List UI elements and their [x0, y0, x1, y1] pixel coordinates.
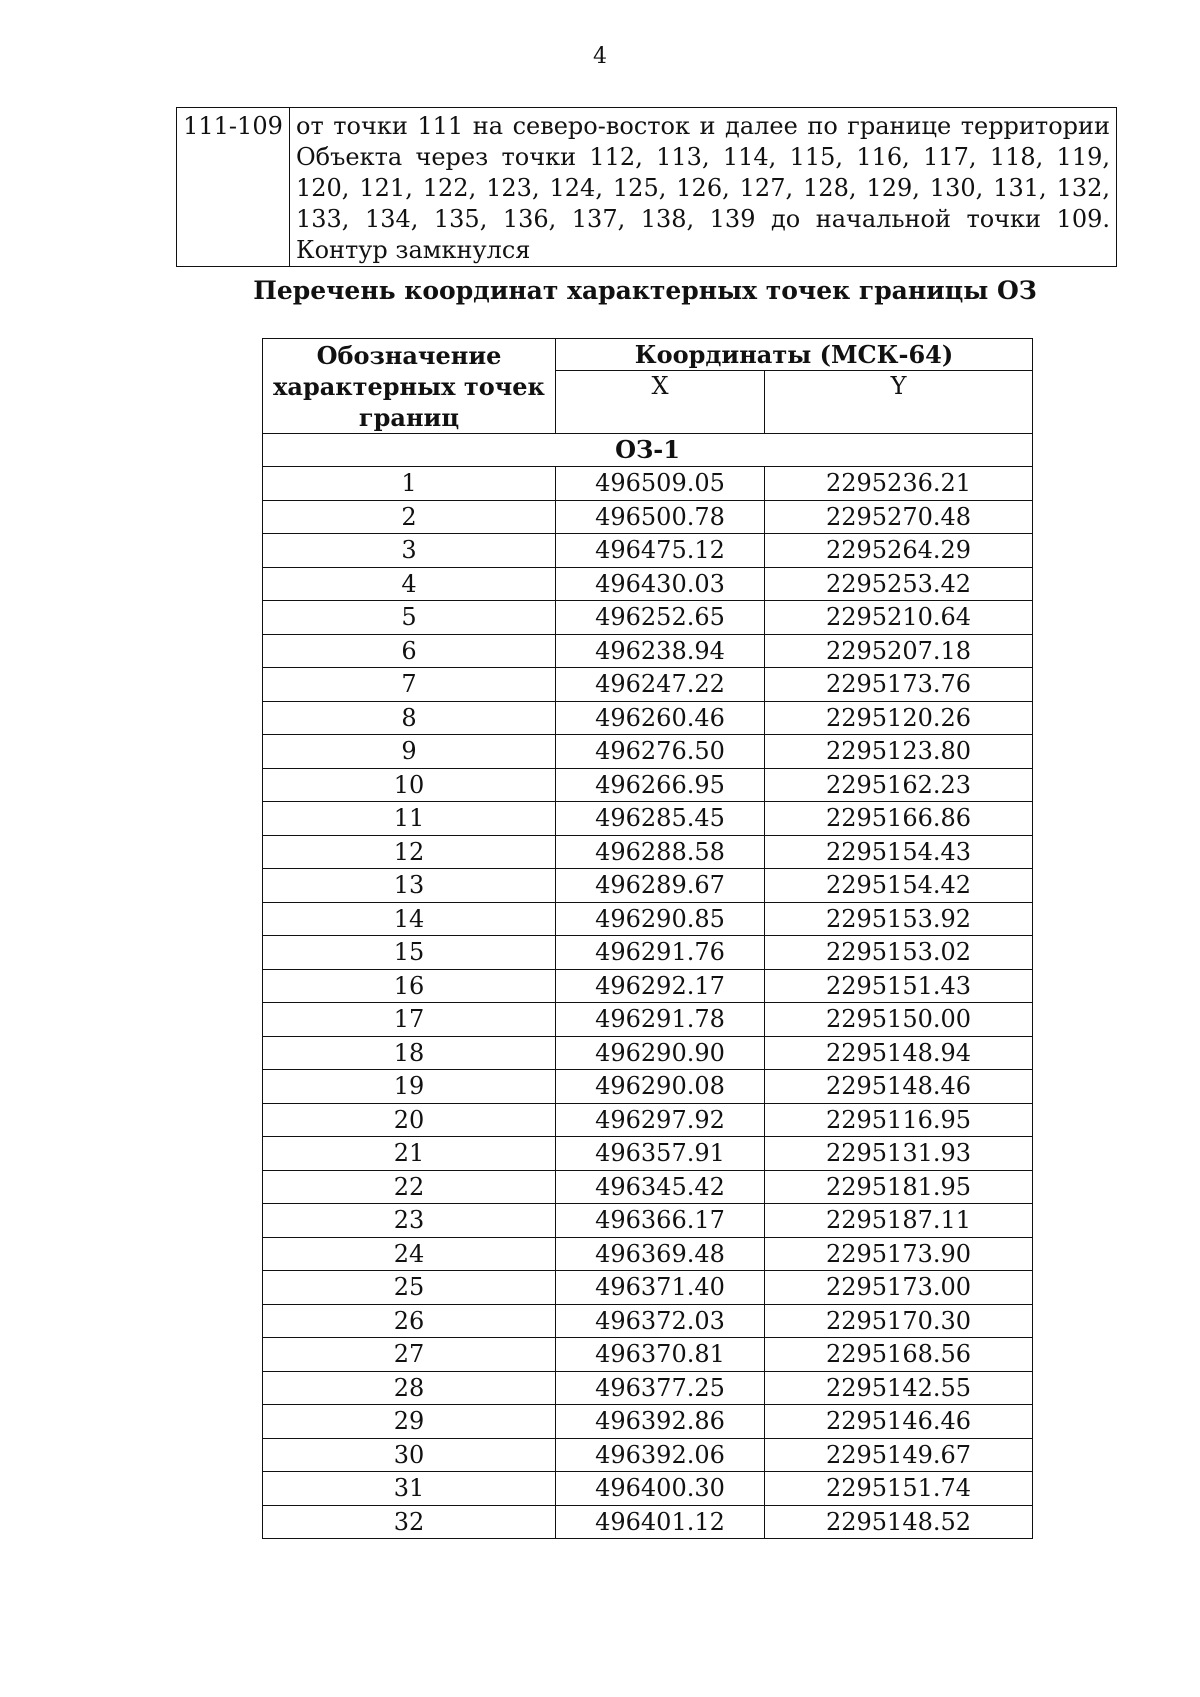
x-coordinate-cell: 496288.58 [556, 835, 765, 869]
point-number-cell: 29 [263, 1405, 556, 1439]
x-coordinate-cell: 496392.86 [556, 1405, 765, 1439]
point-number-cell: 4 [263, 567, 556, 601]
x-coordinate-cell: 496509.05 [556, 467, 765, 501]
y-coordinate-cell: 2295207.18 [765, 634, 1033, 668]
table-row [263, 1170, 1033, 1204]
y-coordinate-cell: 2295173.76 [765, 668, 1033, 702]
table-row [263, 701, 1033, 735]
table-row [263, 1304, 1033, 1338]
x-coordinate-cell: 496369.48 [556, 1237, 765, 1271]
header-x: X [556, 371, 765, 434]
y-coordinate-cell: 2295154.42 [765, 869, 1033, 903]
x-coordinate-cell: 496401.12 [556, 1505, 765, 1539]
x-coordinate-cell: 496430.03 [556, 567, 765, 601]
table-row [263, 735, 1033, 769]
y-coordinate-cell: 2295168.56 [765, 1338, 1033, 1372]
y-coordinate-cell: 2295173.00 [765, 1271, 1033, 1305]
x-coordinate-cell: 496371.40 [556, 1271, 765, 1305]
y-coordinate-cell: 2295166.86 [765, 802, 1033, 836]
y-coordinate-cell: 2295151.43 [765, 969, 1033, 1003]
y-coordinate-cell: 2295131.93 [765, 1137, 1033, 1171]
y-coordinate-cell: 2295153.92 [765, 902, 1033, 936]
table-row [263, 1036, 1033, 1070]
subsection-label: ОЗ-1 [263, 434, 1033, 467]
point-number-cell: 27 [263, 1338, 556, 1372]
y-coordinate-cell: 2295142.55 [765, 1371, 1033, 1405]
y-coordinate-cell: 2295236.21 [765, 467, 1033, 501]
table-row [263, 768, 1033, 802]
point-number-cell: 32 [263, 1505, 556, 1539]
y-coordinate-cell: 2295154.43 [765, 835, 1033, 869]
route-row [177, 108, 1117, 267]
table-row [263, 534, 1033, 568]
y-coordinate-cell: 2295123.80 [765, 735, 1033, 769]
y-coordinate-cell: 2295181.95 [765, 1170, 1033, 1204]
y-coordinate-cell: 2295253.42 [765, 567, 1033, 601]
x-coordinate-cell: 496366.17 [556, 1204, 765, 1238]
point-number-cell: 28 [263, 1371, 556, 1405]
header-point-label: Обозначение характерных точек границ [263, 339, 556, 434]
x-coordinate-cell: 496500.78 [556, 500, 765, 534]
point-number-cell: 10 [263, 768, 556, 802]
table-row [263, 835, 1033, 869]
point-number-cell: 21 [263, 1137, 556, 1171]
table-row [263, 802, 1033, 836]
table-row [263, 567, 1033, 601]
x-coordinate-cell: 496285.45 [556, 802, 765, 836]
table-row [263, 1472, 1033, 1506]
y-coordinate-cell: 2295187.11 [765, 1204, 1033, 1238]
y-coordinate-cell: 2295173.90 [765, 1237, 1033, 1271]
coordinates-table [262, 338, 1033, 1539]
table-row [263, 634, 1033, 668]
table-row [263, 902, 1033, 936]
table-row [263, 969, 1033, 1003]
y-coordinate-cell: 2295170.30 [765, 1304, 1033, 1338]
point-number-cell: 16 [263, 969, 556, 1003]
table-row [263, 1371, 1033, 1405]
table-row [263, 1338, 1033, 1372]
x-coordinate-cell: 496297.92 [556, 1103, 765, 1137]
y-coordinate-cell: 2295120.26 [765, 701, 1033, 735]
table-row [263, 936, 1033, 970]
point-number-cell: 25 [263, 1271, 556, 1305]
subsection-row [263, 434, 1033, 467]
point-number-cell: 12 [263, 835, 556, 869]
point-number-cell: 22 [263, 1170, 556, 1204]
table-row [263, 1438, 1033, 1472]
point-number-cell: 23 [263, 1204, 556, 1238]
y-coordinate-cell: 2295270.48 [765, 500, 1033, 534]
header-row [263, 339, 1033, 371]
point-number-cell: 14 [263, 902, 556, 936]
table-row [263, 1505, 1033, 1539]
x-coordinate-cell: 496276.50 [556, 735, 765, 769]
x-coordinate-cell: 496292.17 [556, 969, 765, 1003]
section-title: Перечень координат характерных точек границы ОЗ [253, 276, 1037, 305]
table-row [263, 1103, 1033, 1137]
page-number: 4 [593, 44, 607, 69]
point-number-cell: 13 [263, 869, 556, 903]
point-number-cell: 2 [263, 500, 556, 534]
x-coordinate-cell: 496238.94 [556, 634, 765, 668]
point-number-cell: 5 [263, 601, 556, 635]
point-number-cell: 1 [263, 467, 556, 501]
point-number-cell: 9 [263, 735, 556, 769]
point-number-cell: 30 [263, 1438, 556, 1472]
x-coordinate-cell: 496247.22 [556, 668, 765, 702]
x-coordinate-cell: 496400.30 [556, 1472, 765, 1506]
y-coordinate-cell: 2295150.00 [765, 1003, 1033, 1037]
y-coordinate-cell: 2295210.64 [765, 601, 1033, 635]
header-y: Y [765, 371, 1033, 434]
point-number-cell: 8 [263, 701, 556, 735]
x-coordinate-cell: 496392.06 [556, 1438, 765, 1472]
y-coordinate-cell: 2295116.95 [765, 1103, 1033, 1137]
route-description: от точки 111 на северо-восток и далее по границе территории Объекта через точки 112, 113, 114, 115, 116, 117, 118, 119, 120, 121, 122, 123, 124, 125, 126, 127, 128, 129, 130, 131, 132, 133, 134, 135, 136, 137, 138, 139 до начальной точки 109. Контур замкнулся [290, 108, 1117, 267]
y-coordinate-cell: 2295148.46 [765, 1070, 1033, 1104]
header-coordinates-group: Координаты (МСК-64) [556, 339, 1033, 371]
table-row [263, 500, 1033, 534]
table-row [263, 1237, 1033, 1271]
point-number-cell: 3 [263, 534, 556, 568]
route-description-table [176, 107, 1117, 267]
point-number-cell: 7 [263, 668, 556, 702]
y-coordinate-cell: 2295149.67 [765, 1438, 1033, 1472]
point-number-cell: 6 [263, 634, 556, 668]
table-row [263, 1137, 1033, 1171]
table-row [263, 601, 1033, 635]
point-number-cell: 11 [263, 802, 556, 836]
table-row [263, 1405, 1033, 1439]
x-coordinate-cell: 496372.03 [556, 1304, 765, 1338]
x-coordinate-cell: 496377.25 [556, 1371, 765, 1405]
x-coordinate-cell: 496291.76 [556, 936, 765, 970]
x-coordinate-cell: 496260.46 [556, 701, 765, 735]
table-row [263, 467, 1033, 501]
point-number-cell: 26 [263, 1304, 556, 1338]
y-coordinate-cell: 2295148.94 [765, 1036, 1033, 1070]
point-number-cell: 24 [263, 1237, 556, 1271]
table-row [263, 1271, 1033, 1305]
x-coordinate-cell: 496290.85 [556, 902, 765, 936]
point-number-cell: 18 [263, 1036, 556, 1070]
x-coordinate-cell: 496475.12 [556, 534, 765, 568]
point-number-cell: 15 [263, 936, 556, 970]
y-coordinate-cell: 2295264.29 [765, 534, 1033, 568]
x-coordinate-cell: 496289.67 [556, 869, 765, 903]
table-row [263, 668, 1033, 702]
y-coordinate-cell: 2295151.74 [765, 1472, 1033, 1506]
table-row [263, 1070, 1033, 1104]
x-coordinate-cell: 496357.91 [556, 1137, 765, 1171]
y-coordinate-cell: 2295162.23 [765, 768, 1033, 802]
x-coordinate-cell: 496252.65 [556, 601, 765, 635]
route-segment: 111-109 [177, 108, 290, 267]
x-coordinate-cell: 496291.78 [556, 1003, 765, 1037]
x-coordinate-cell: 496290.08 [556, 1070, 765, 1104]
table-row [263, 1204, 1033, 1238]
point-number-cell: 20 [263, 1103, 556, 1137]
x-coordinate-cell: 496370.81 [556, 1338, 765, 1372]
point-number-cell: 19 [263, 1070, 556, 1104]
point-number-cell: 31 [263, 1472, 556, 1506]
table-row [263, 869, 1033, 903]
table-row [263, 1003, 1033, 1037]
x-coordinate-cell: 496345.42 [556, 1170, 765, 1204]
x-coordinate-cell: 496266.95 [556, 768, 765, 802]
y-coordinate-cell: 2295153.02 [765, 936, 1033, 970]
x-coordinate-cell: 496290.90 [556, 1036, 765, 1070]
y-coordinate-cell: 2295146.46 [765, 1405, 1033, 1439]
point-number-cell: 17 [263, 1003, 556, 1037]
y-coordinate-cell: 2295148.52 [765, 1505, 1033, 1539]
